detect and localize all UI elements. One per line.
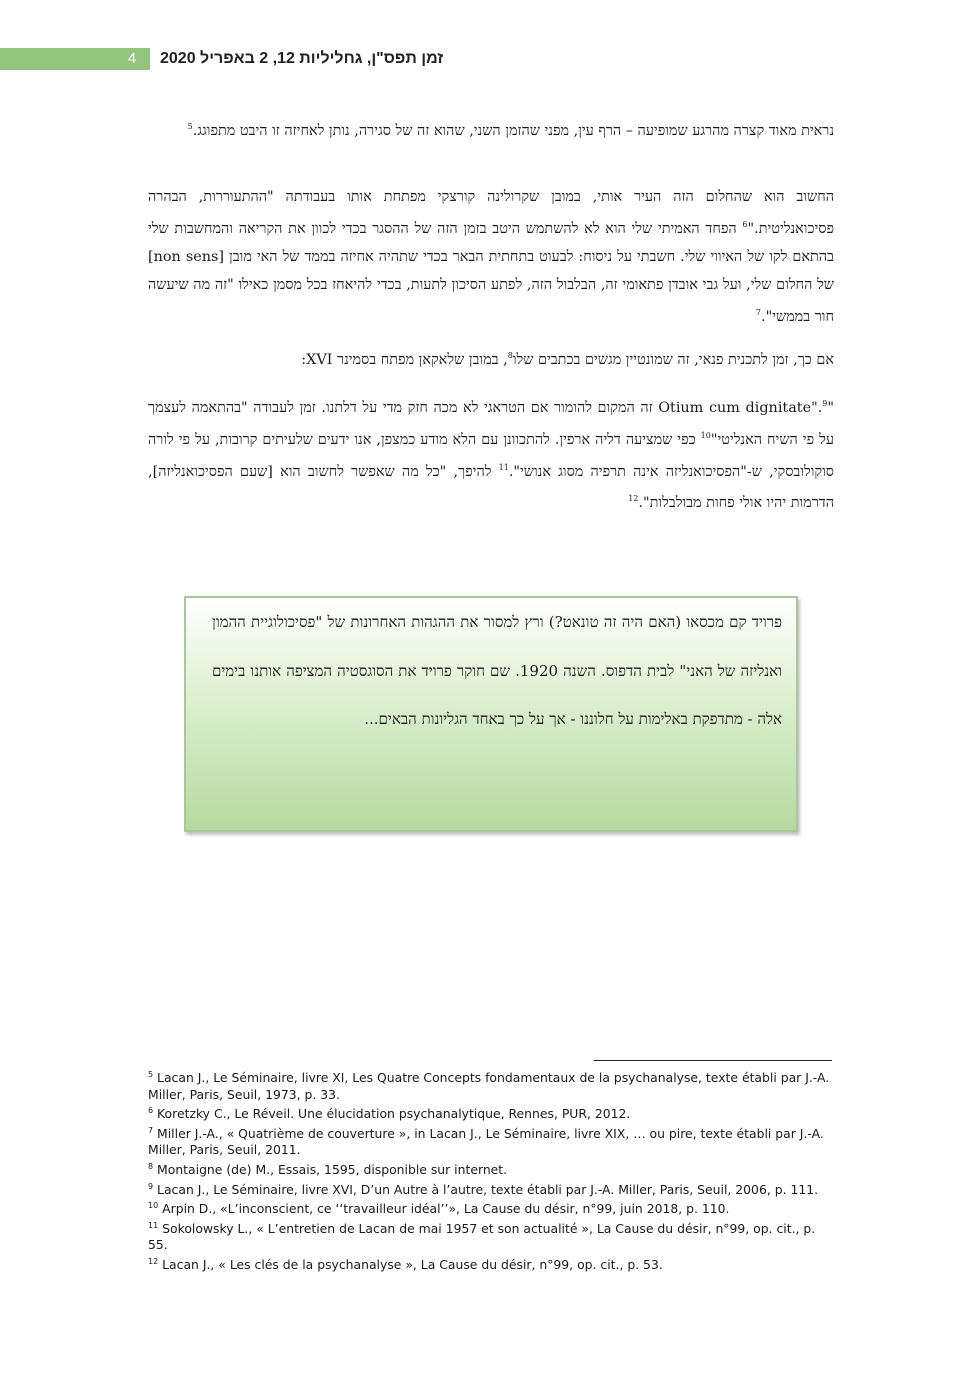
callout-box	[184, 596, 798, 832]
footnote-12	[148, 1254, 838, 1274]
footnote-8	[148, 1159, 838, 1179]
paragraph-2-text-b: הפחד האמיתי שלי הוא לא להשתמש היטב בזמן הזה של ההסגר בכדי לכוון את הקריאה והמחשבות שלי בהתאם לקו של האיווי שלי. חשבתי על ניסוח: לבעוט בתחתית הבאר בכדי שתהיה אחיזה בממד של האי מובן [non sens] של החלום שלי, ועל גבי אובדן פתאומי זה, הבלבול הזה, לפתע הסיכון לתעות, בכדי להיאחז בכל מסמן כאילו "זה מה שיעשה חור בממשי".	[148, 220, 834, 325]
footnote-text: Sokolowsky L., « L’entretien de Lacan de mai 1957 et son actualité », La Cause du désir, n°99, op. cit., p. 55.	[148, 1220, 816, 1253]
footnote-text: Arpin D., «L’inconscient, ce ‘‘travailleur idéal’’», La Cause du désir, n°99, juin 2018, p. 110.	[162, 1201, 730, 1217]
paragraph-2-text-a: החשוב הוא שהחלום הזה העיר אותי, במובן שקרולינה קורצקי מפתחת אותו בעבודתה "ההתעוררות, הבהרה פסיכואנליטית."	[148, 189, 834, 237]
paragraph-4-text-a: "Otium cum dignitate".	[658, 399, 834, 416]
page-number: 4	[127, 50, 137, 67]
paragraph-3	[148, 342, 834, 374]
paragraph-4	[148, 390, 834, 517]
footnote-ref-10[interactable]: 10	[700, 430, 711, 440]
footnote-text: Montaigne (de) M., Essais, 1595, disponible sur internet.	[157, 1162, 508, 1177]
footnote-ref-8[interactable]: 8	[507, 351, 513, 360]
footnote-7	[148, 1123, 838, 1159]
footnote-ref-11[interactable]: 11	[498, 462, 509, 472]
footnote-10	[148, 1198, 838, 1218]
footnote-ref-6[interactable]: 6	[742, 220, 748, 229]
paragraph-2	[148, 183, 834, 331]
footnote-text: Miller J.-A., « Quatrième de couverture », in Lacan J., Le Séminaire, livre XIX, … ou pire, texte établi par J.-A. Miller, Paris, Seuil, 2011.	[148, 1125, 824, 1158]
footnote-number: 9	[148, 1181, 154, 1191]
footnote-6	[148, 1103, 838, 1123]
footnotes	[148, 1067, 838, 1274]
paragraph-4-text-d: להיפך, "כל מה שאפשר לחשוב הוא [שעם הפסיכואנליזה], הדרמות יהיו אולי פחות מבולבלות".	[148, 463, 834, 512]
footnote-5	[148, 1067, 838, 1103]
page-header	[0, 48, 980, 70]
footnote-text: Lacan J., Le Séminaire, livre XI, Les Quatre Concepts fondamentaux de la psychanalyse, texte établi par J.-A. Miller, Paris, Seuil, 1973, p. 33.	[148, 1070, 830, 1102]
header-title: זמן תפס"ן, גחליליות 12, 2 באפריל 2020	[160, 50, 444, 67]
footnote-text: Koretzky C., Le Réveil. Une élucidation psychanalytique, Rennes, PUR, 2012.	[157, 1106, 631, 1122]
footnote-number: 7	[148, 1125, 154, 1135]
paragraph-4-text-c: כפי שמציעה דליה ארפין. להתכוונן עם הלא מודע כמצפן, אנו ידעים שלעיתים קרובות, על פי לורה סוקולובסקי, ש-"הפסיכואנליזה אינה תרפיה מסוג אנושי".	[148, 431, 834, 480]
footnote-9	[148, 1179, 838, 1199]
paragraph-3-text-b: , במובן שלאקאן מפתח בסמינר XVI:	[301, 351, 508, 368]
footnote-number: 12	[148, 1256, 159, 1266]
footnote-number: 8	[148, 1161, 154, 1171]
footnote-number: 5	[148, 1070, 154, 1079]
footnote-number: 6	[148, 1106, 154, 1116]
footnote-text: Lacan J., Le Séminaire, livre XVI, D’un Autre à l’autre, texte établi par J.-A. Miller, Paris, Seuil, 2006, p. 111.	[157, 1181, 819, 1197]
footnote-ref-7[interactable]: 7	[755, 307, 761, 317]
paragraph-1	[148, 113, 834, 145]
footnote-ref-5[interactable]: 5	[187, 122, 193, 131]
footnote-ref-12[interactable]: 12	[628, 494, 639, 504]
footnote-separator	[594, 1060, 832, 1061]
paragraph-1-text: נראית מאוד קצרה מהרגע שמופיעה – הרף עין, מפני שהזמן השני, שהוא זה של סגירה, נותן לאחיזה זו היבט מתפוגג.	[192, 122, 834, 139]
paragraph-3-text-a: אם כך, זמן לתכנית פנאי, זה שמונטיין מגשים בכתבים שלו	[512, 351, 834, 368]
footnote-ref-9[interactable]: 9	[822, 399, 828, 408]
footnote-number: 10	[148, 1201, 159, 1211]
footnote-text: Lacan J., « Les clés de la psychanalyse », La Cause du désir, n°99, op. cit., p. 53.	[162, 1257, 663, 1272]
footnote-number: 11	[148, 1220, 159, 1230]
paragraph-4-text-b: זה המקום להומור אם הטראגי לא מכה חזק מדי על דלתנו. זמן לעבודה "בהתאמה לעצמך על פי השיח האנליטי"	[148, 399, 834, 448]
callout-text: פרויד קם מכסאו (האם היה זה טונאט?) ורץ למסור את ההגהות האחרונות של "פסיכולוגיית ההמון ואנליזה של האני" לבית הדפוס. השנה 1920. שם חוקר פרויד את הסוגסטיה המציפה אותנו בימים אלה - מתדפקת באלימות על חלוננו - אך על כך באחד הגליונות הבאים...	[212, 613, 782, 728]
footnote-11	[148, 1218, 838, 1254]
